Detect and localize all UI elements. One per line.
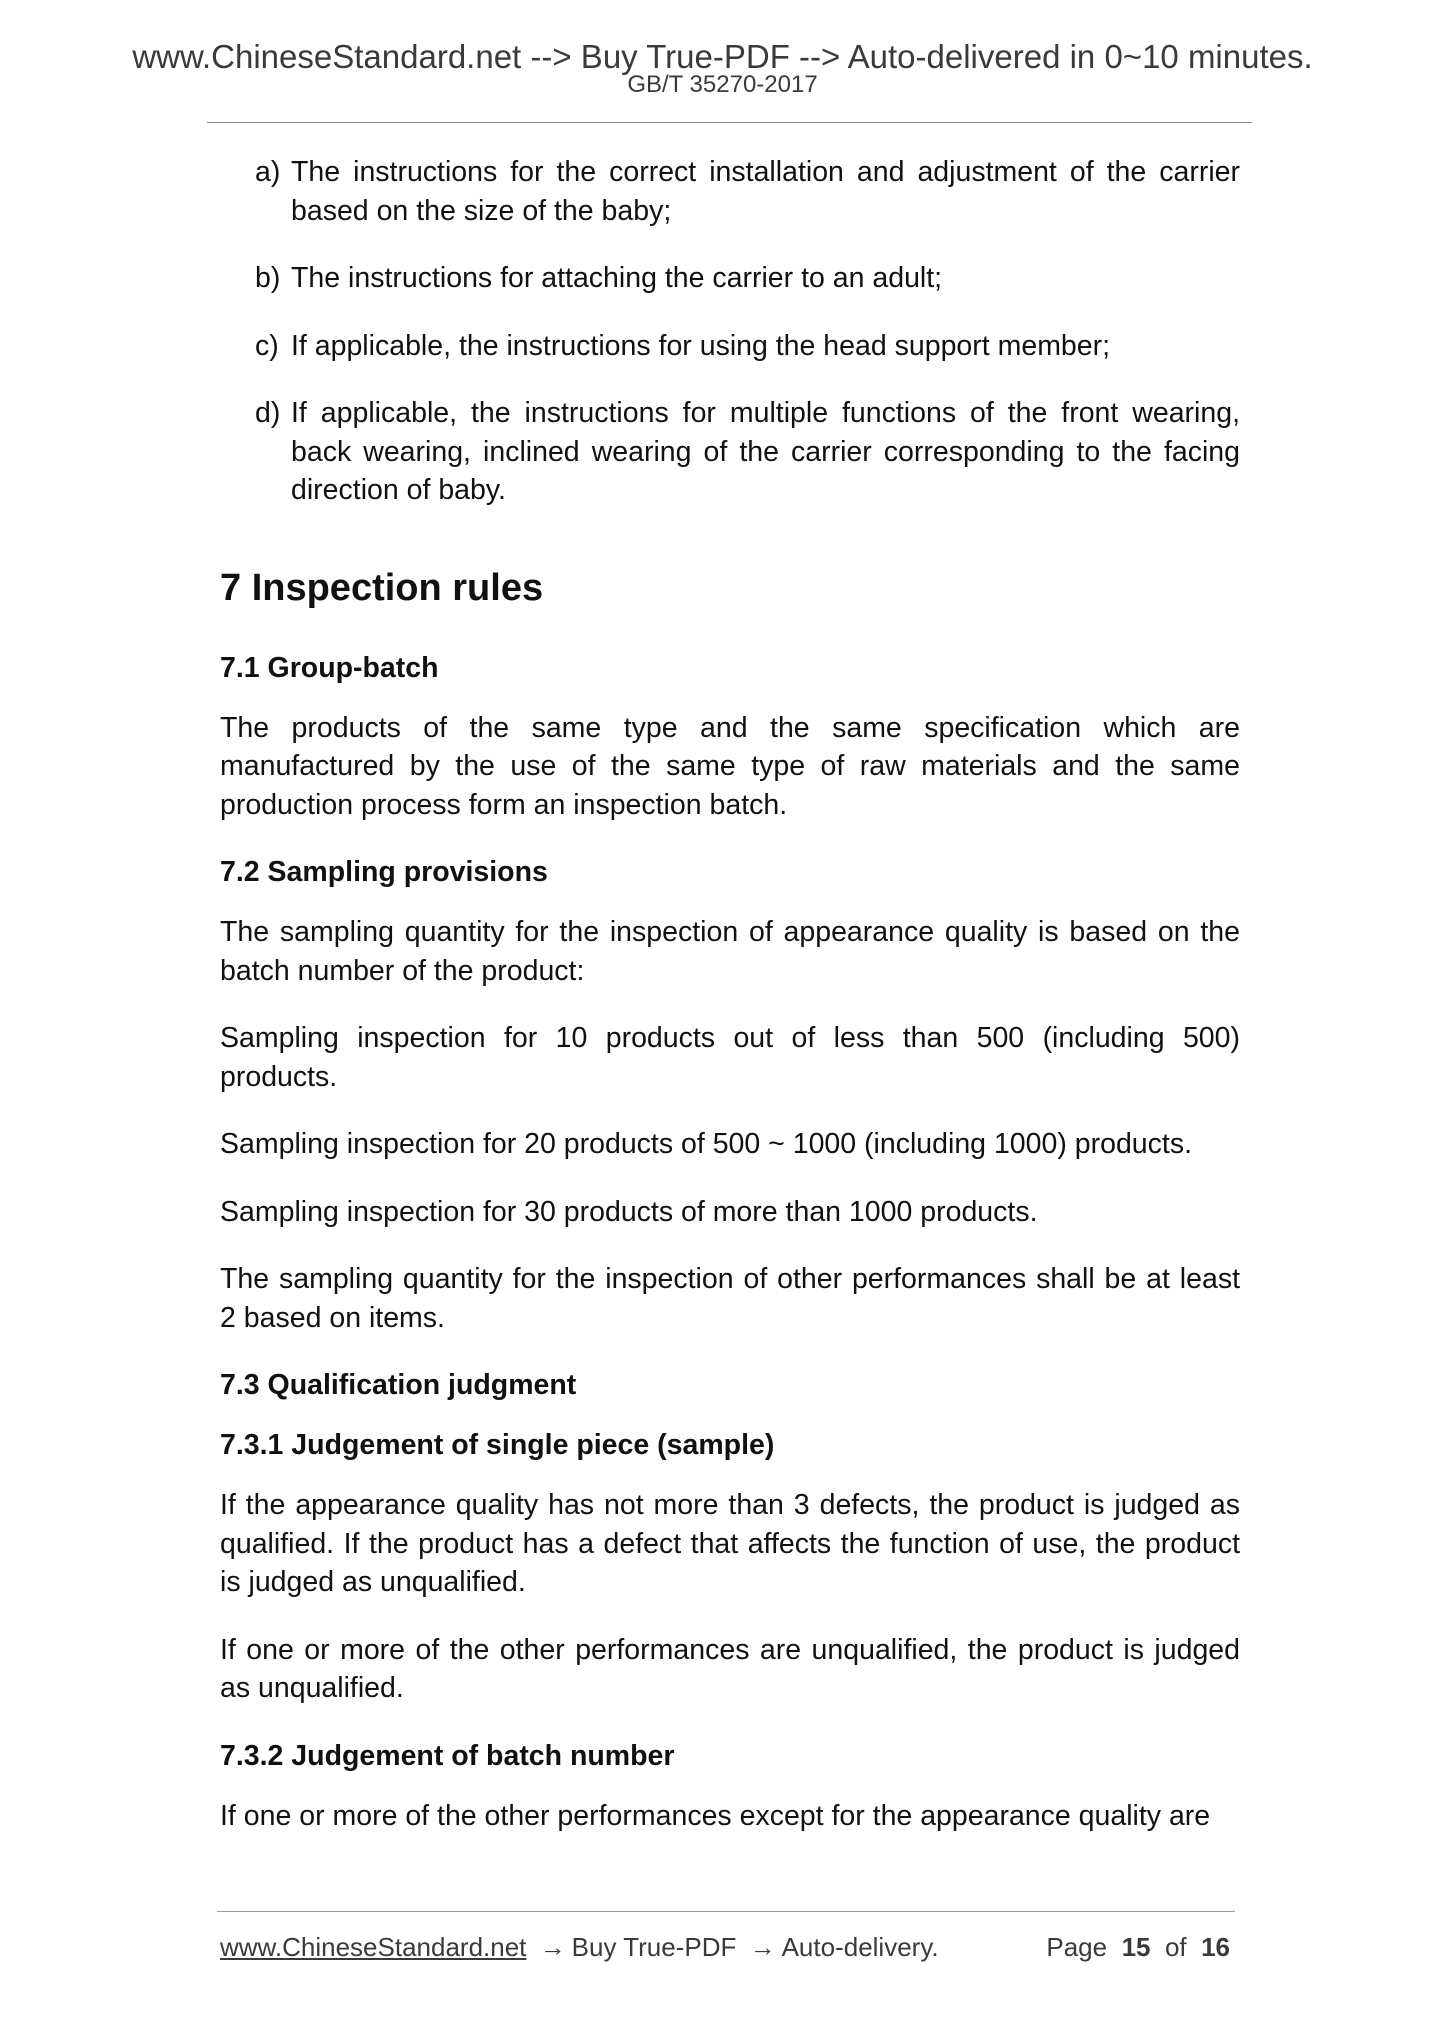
page-indicator [1046,1930,1230,1964]
arrow-right-icon: → [539,1932,566,1962]
list-text: The instructions for attaching the carrier to an adult; [291,262,943,294]
footer-delivery-text: Auto-delivery. [781,1932,939,1962]
list-item [220,327,1240,366]
paragraph: The products of the same type and the same specification which are manufactured by the use of the same type of raw materials and the same production process form an inspection batch. [220,711,1240,821]
list-marker: c) [255,329,279,362]
list-text: If applicable, the instructions for multiple functions of the front wearing, back wearing, inclined wearing of the carrier corresponding to the facing direction of baby. [291,397,1240,506]
subsection-heading: 7.3 Qualification judgment [220,1369,577,1401]
footer-buy-text: Buy True-PDF [571,1932,737,1962]
list-marker: b) [255,262,281,294]
footer [220,1930,1230,1964]
header-divider [207,122,1252,123]
arrow-right-icon: → [749,1932,776,1962]
footer-site-link[interactable]: www.ChineseStandard.net [220,1932,527,1962]
paragraph: Sampling inspection for 30 products of more than 1000 products. [220,1195,1038,1228]
paragraph: The sampling quantity for the inspection of appearance quality is based on the batch number of the product: [220,916,1240,987]
list-marker: a) [255,156,281,188]
paragraph: The sampling quantity for the inspection of other performances shall be at least 2 based on items. [220,1263,1240,1334]
list-text: If applicable, the instructions for using the head support member; [291,329,1111,362]
section-heading: 7 Inspection rules [220,566,544,609]
paragraph: If one or more of the other performances except for the appearance quality are [220,1799,1211,1832]
standard-code: GB/T 35270-2017 [627,71,818,98]
page-total: 16 [1201,1932,1230,1962]
document-body [220,153,1240,1864]
footer-divider [217,1911,1235,1912]
paragraph: Sampling inspection for 20 products of 500 ~ 1000 (including 1000) products. [220,1128,1192,1160]
paragraph: Sampling inspection for 10 products out of less than 500 (including 500) products. [220,1022,1240,1093]
list-item [220,394,1240,510]
list-marker: d) [255,397,281,429]
paragraph: If the appearance quality has not more than 3 defects, the product is judged as qualified. If the product has a defect that affects the function of use, the product is judged as unqualified. [220,1489,1240,1598]
subsection-heading: 7.1 Group-batch [220,651,439,684]
page-current: 15 [1121,1932,1151,1962]
list-text: The instructions for the correct installation and adjustment of the carrier based on the size of the baby; [291,156,1240,227]
subsection-heading: 7.3.1 Judgement of single piece (sample) [220,1429,775,1461]
list-item [220,153,1240,230]
header-banner: www.ChineseStandard.net --> Buy True-PDF --> Auto-delivered in 0~10 minutes. [132,38,1313,75]
page-of-label: of [1164,1932,1187,1962]
page-label: Page [1046,1932,1108,1962]
paragraph: If one or more of the other performances are unqualified, the product is judged as unqualified. [220,1633,1240,1704]
subsection-heading: 7.2 Sampling provisions [220,856,548,888]
list-item [220,259,1240,298]
subsection-heading: 7.3.2 Judgement of batch number [220,1739,675,1772]
